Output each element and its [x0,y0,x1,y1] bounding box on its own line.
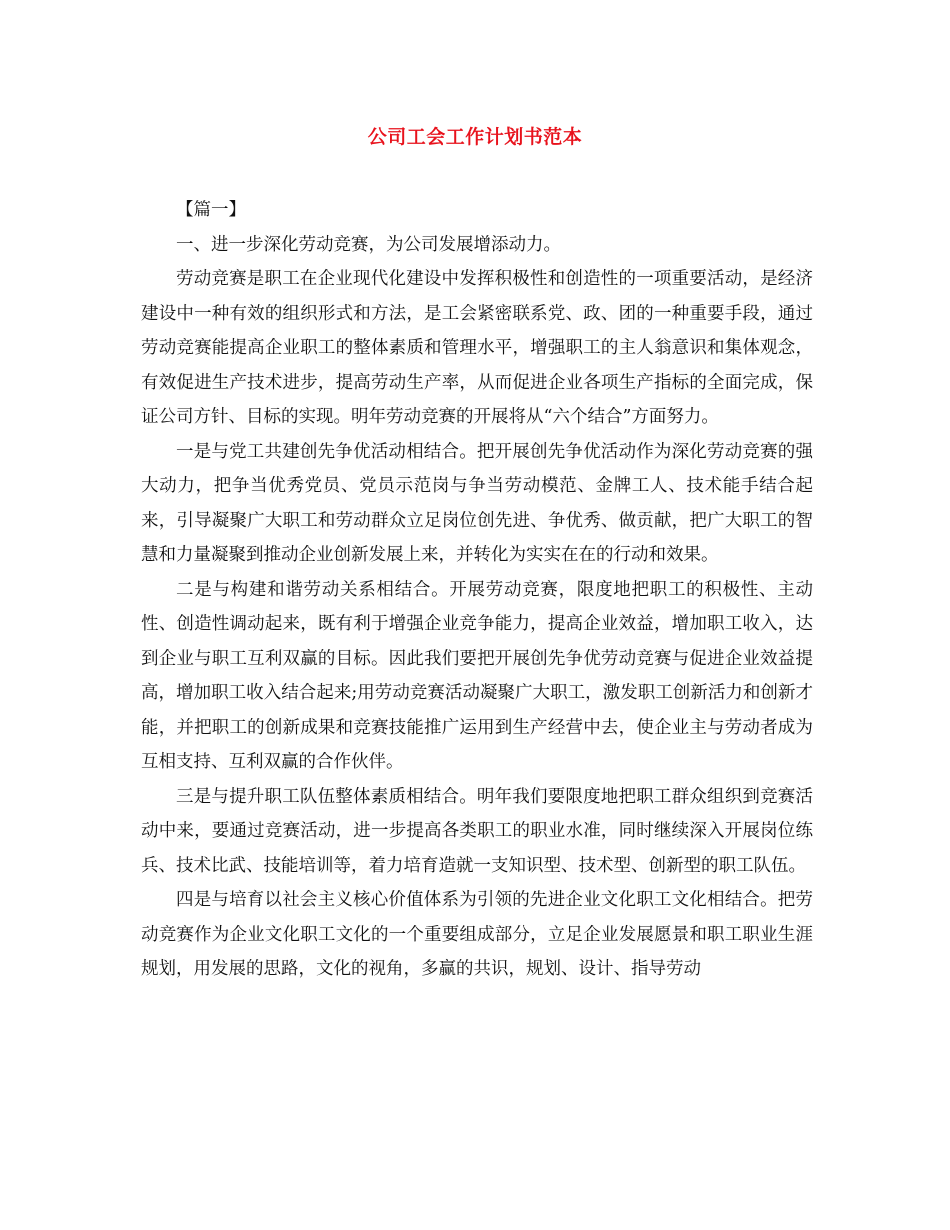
heading-paragraph: 一、进一步深化劳动竞赛，为公司发展增添动力。 [176,234,561,255]
body-paragraph: 劳动竞赛是职工在企业现代化建设中发挥积极性和创造性的一项重要活动，是经济建设中一种有效的组织形式和方法，是工会紧密联系党、政、团的一种重要手段，通过劳动竞赛能提高企业职工的整体素质和管理水平，增强职工的主人翁意识和集体观念，有效促进生产技术进步，提高劳动生产率，从而促进企业各项生产指标的全面完成，保证公司方针、目标的实现。明年劳动竞赛的开展将从“六个结合”方面努力。 [141,269,813,427]
body-paragraph: 三是与提升职工队伍整体素质相结合。明年我们要限度地把职工群众组织到竞赛活动中来，要通过竞赛活动，进一步提高各类职工的职业水准，同时继续深入开展岗位练兵、技术比武、技能培训等，着力培育造就一支知识型、技术型、创新型的职工队伍。 [141,786,813,876]
body-paragraph: 二是与构建和谐劳动关系相结合。开展劳动竞赛，限度地把职工的积极性、主动性、创造性调动起来，既有利于增强企业竞争能力，提高企业效益，增加职工收入，达到企业与职工互利双赢的目标。因此我们要把开展创先争优劳动竞赛与促进企业效益提高，增加职工收入结合起来;用劳动竞赛活动凝聚广大职工，激发职工创新活力和创新才能，并把职工的创新成果和竞赛技能推广运用到生产经营中去，使企业主与劳动者成为互相支持、互利双赢的合作伙伴。 [141,579,813,772]
document-body [141,193,813,987]
document-title: 公司工会工作计划书范本 [367,126,583,148]
section-label: 【篇一】 [176,200,246,220]
body-paragraph: 四是与培育以社会主义核心价值体系为引领的先进企业文化职工文化相结合。把劳动竞赛作为企业文化职工文化的一个重要组成部分，立足企业发展愿景和职工职业生涯规划，用发展的思路，文化的视角，多赢的共识，规划、设计、指导劳动 [141,890,813,979]
body-paragraph: 一是与党工共建创先争优活动相结合。把开展创先争优活动作为深化劳动竞赛的强大动力，把争当优秀党员、党员示范岗与争当劳动模范、金牌工人、技术能手结合起来，引导凝聚广大职工和劳动群众立足岗位创先进、争优秀、做贡献，把广大职工的智慧和力量凝聚到推动企业创新发展上来，并转化为实实在在的行动和效果。 [141,441,813,565]
